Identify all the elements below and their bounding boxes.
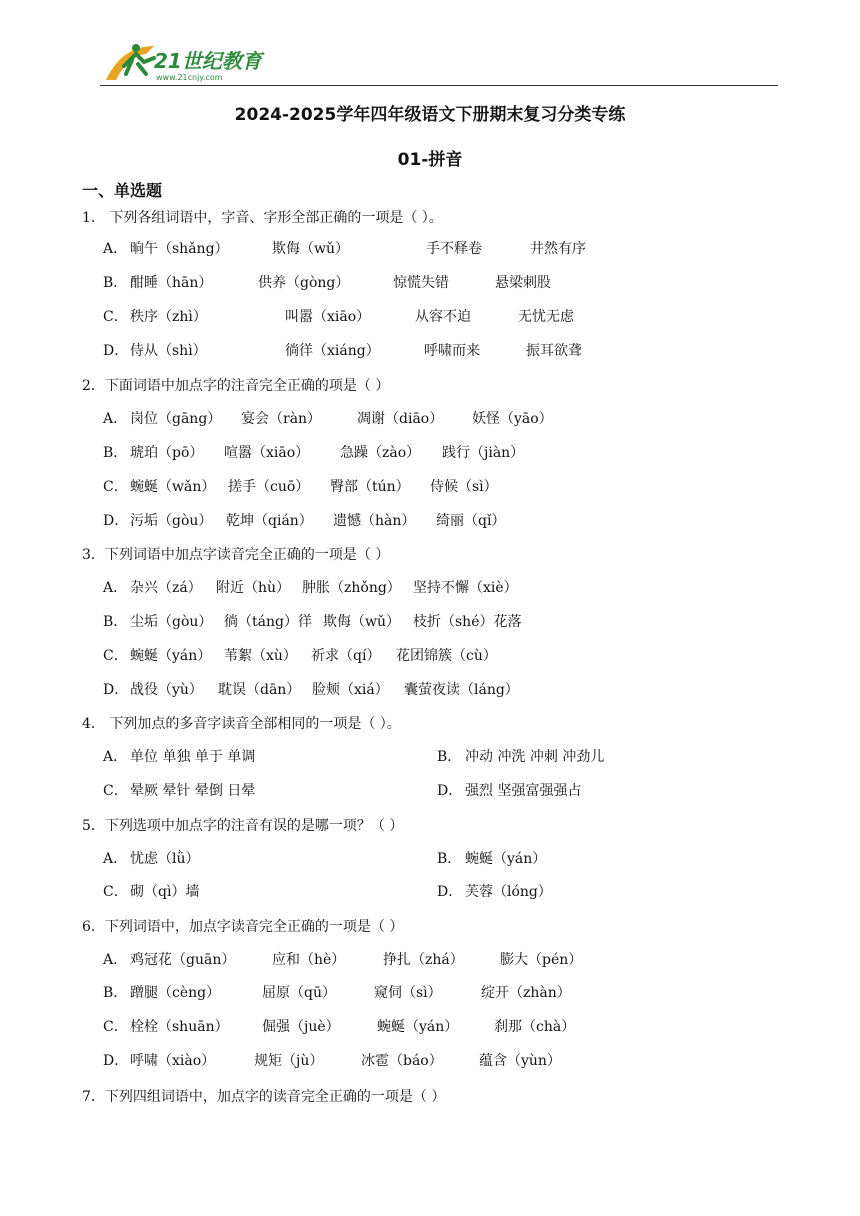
option-word: 栓栓（shuān） (130, 1019, 229, 1035)
option-word: 振耳欲聋 (526, 343, 582, 359)
option-word: 倔强（juè） (262, 1019, 340, 1035)
option-word: 窥伺（sì） (374, 985, 442, 1001)
option-word: 蜿蜒（wǎn） (130, 479, 216, 495)
option-word: 惊慌失错 (393, 275, 449, 291)
option-letter: C． (103, 479, 128, 495)
option-word: 秩序（zhì） (130, 309, 207, 325)
question-stem: 7．下列四组词语中，加点字的读音完全正确的一项是（ ） (82, 1089, 446, 1105)
option-letter: C． (103, 783, 128, 799)
option-word: 挣扎（zhá） (383, 952, 464, 968)
option-word: 琥珀（pō） (130, 445, 204, 461)
option-word: 岗位（gāng） (130, 411, 222, 427)
option-word: 蜿蜒（yán） (465, 851, 547, 867)
option-word: 侍候（sì） (430, 479, 498, 495)
option-word: 宴会（ràn） (241, 411, 322, 427)
option-letter: C． (103, 884, 128, 900)
header-divider (100, 85, 778, 86)
question-stem: 3．下列词语中加点字读音完全正确的一项是（ ） (82, 547, 390, 563)
option-word: 凋谢（diāo） (357, 411, 444, 427)
option-word: 蜿蜒（yán） (377, 1019, 459, 1035)
option-word: 践行（jiàn） (442, 445, 525, 461)
option-letter: A． (103, 851, 128, 867)
21cnjy-logo (102, 40, 277, 84)
option-word: 呼啸（xiào） (130, 1053, 216, 1069)
option-word: 遗憾（hàn） (333, 513, 416, 529)
option-word: 晌午（shǎng） (130, 241, 229, 257)
option-letter: A． (103, 241, 128, 257)
option-word: 膨大（pén） (500, 952, 583, 968)
page-subtitle: 01-拼音 (397, 150, 463, 170)
question-stem: 1． 下列各组词语中，字音、字形全部正确的一项是（ ）。 (82, 210, 443, 226)
option-word: 砌（qì）墙 (130, 884, 200, 900)
option-word: 鸡冠花（guān） (130, 952, 236, 968)
option-word: 忧虑（lǜ） (130, 851, 200, 867)
option-word: 屈原（qū） (262, 985, 336, 1001)
option-letter: D． (103, 513, 129, 529)
option-letter: A． (103, 749, 128, 765)
option-word: 污垢（gòu） (130, 513, 213, 529)
option-word: 徜徉（xiáng） (285, 343, 380, 359)
option-word: 花团锦簇（cù） (396, 648, 497, 664)
option-word: 晕厥 晕针 晕倒 日晕 (130, 783, 256, 799)
question-stem: 6．下列词语中，加点字读音完全正确的一项是（ ） (82, 919, 404, 935)
option-word: 急躁（zào） (340, 445, 421, 461)
option-word: 臀部（tún） (330, 479, 410, 495)
option-word: 祈求（qí） (311, 648, 381, 664)
svg-text:21世纪教育: 21世纪教育 (154, 49, 262, 73)
option-word: 蕴含（yùn） (479, 1053, 561, 1069)
option-letter: D． (437, 783, 463, 799)
option-word: 耽误（dān） (218, 682, 301, 698)
svg-text:www.21cnjy.com: www.21cnjy.com (156, 73, 223, 82)
option-word: 苇絮（xù） (224, 648, 297, 664)
option-letter: D． (437, 884, 463, 900)
page-header (100, 40, 778, 86)
option-word: 冲动 冲洗 冲刺 冲劲儿 (465, 749, 605, 765)
option-word: 枝折（shé）花落 (413, 614, 522, 630)
option-letter: B． (103, 614, 128, 630)
option-word: 尘垢（gòu） (130, 614, 213, 630)
option-word: 喧嚣（xiāo） (224, 445, 310, 461)
option-word: 刹那（chà） (494, 1019, 576, 1035)
option-letter: B． (437, 749, 462, 765)
option-letter: D． (103, 343, 129, 359)
option-word: 从容不迫 (415, 309, 471, 325)
option-word: 蹭腿（cèng） (130, 985, 221, 1001)
option-word: 杂兴（zá） (130, 580, 202, 596)
option-word: 徜（táng）徉 (224, 614, 312, 630)
option-letter: A． (103, 952, 128, 968)
option-letter: C． (103, 1019, 128, 1035)
option-word: 蜿蜒（yán） (130, 648, 212, 664)
option-word: 单位 单独 单于 单调 (130, 749, 256, 765)
option-word: 无忧无虑 (518, 309, 574, 325)
option-word: 乾坤（qián） (226, 513, 313, 529)
option-word: 井然有序 (530, 241, 586, 257)
option-letter: D． (103, 1053, 129, 1069)
section-heading: 一、单选题 (82, 181, 163, 200)
option-word: 绽开（zhàn） (481, 985, 571, 1001)
option-word: 应和（hè） (272, 952, 346, 968)
option-letter: B． (103, 445, 128, 461)
option-word: 坚持不懈（xiè） (413, 580, 518, 596)
option-word: 妖怪（yāo） (472, 411, 553, 427)
option-word: 囊萤夜读（láng） (404, 682, 519, 698)
option-word: 呼啸而来 (424, 343, 480, 359)
option-word: 冰雹（báo） (361, 1053, 443, 1069)
option-letter: B． (103, 275, 128, 291)
option-letter: C． (103, 309, 128, 325)
option-letter: A． (103, 580, 128, 596)
option-word: 侍从（shì） (130, 343, 207, 359)
page-title: 2024-2025学年四年级语文下册期末复习分类专练 (234, 105, 626, 125)
option-word: 搓手（cuō） (228, 479, 310, 495)
option-word: 悬梁刺股 (495, 275, 551, 291)
option-word: 战役（yù） (130, 682, 203, 698)
question-stem: 2．下面词语中加点字的注音完全正确的项是（ ） (82, 378, 390, 394)
option-word: 绮丽（qǐ） (436, 513, 506, 529)
option-letter: D． (103, 682, 129, 698)
option-letter: C． (103, 648, 128, 664)
option-word: 肿胀（zhǒng） (302, 580, 401, 596)
option-letter: B． (103, 985, 128, 1001)
question-stem: 4． 下列加点的多音字读音全部相同的一项是（ ）。 (82, 716, 401, 732)
option-word: 叫嚣（xiāo） (285, 309, 371, 325)
option-word: 欺侮（wǔ） (323, 614, 400, 630)
option-word: 芙蓉（lóng） (465, 884, 552, 900)
option-word: 脸颊（xiá） (312, 682, 389, 698)
option-word: 供养（gòng） (258, 275, 350, 291)
option-letter: B． (437, 851, 462, 867)
option-word: 附近（hù） (216, 580, 291, 596)
option-word: 手不释卷 (426, 241, 482, 257)
option-word: 欺侮（wǔ） (272, 241, 349, 257)
option-word: 酣睡（hān） (130, 275, 213, 291)
option-word: 强烈 坚强富强强占 (465, 783, 582, 799)
option-letter: A． (103, 411, 128, 427)
question-stem: 5．下列选项中加点字的注音有误的是哪一项？（ ） (82, 818, 404, 834)
option-word: 规矩（jù） (254, 1053, 324, 1069)
